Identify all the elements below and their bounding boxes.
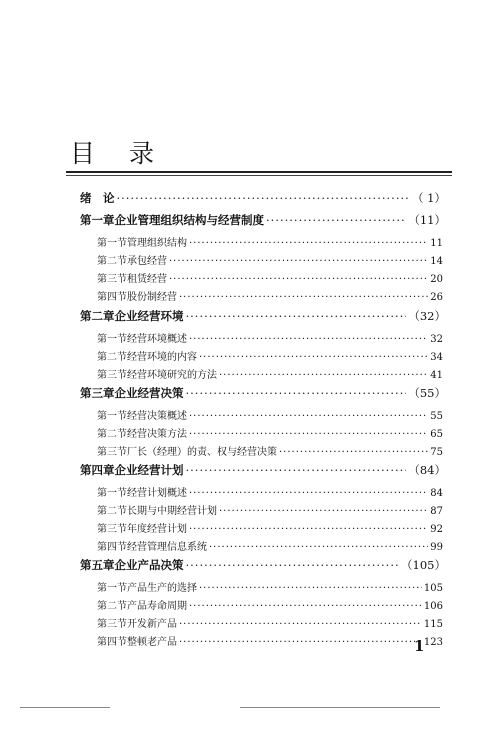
section-page: 20 (430, 274, 443, 285)
chapter-number: 第四章 (80, 463, 115, 477)
section-number: 第一节 (97, 238, 127, 249)
leader-dots (209, 542, 428, 553)
toc-section-4-1[interactable] (97, 484, 443, 499)
section-title: 经营管理信息系统 (127, 542, 207, 553)
leader-dots (169, 274, 428, 285)
section-page: 65 (430, 429, 443, 440)
leader-dots (189, 411, 428, 422)
chapter-number: 第一章 (80, 213, 115, 227)
section-title: 管理组织结构 (127, 238, 187, 249)
section-number: 第三节 (97, 447, 127, 458)
section-number: 第四节 (97, 292, 127, 303)
section-number: 第二节 (97, 429, 127, 440)
section-title: 经营计划概述 (127, 488, 187, 499)
chapter-title: 企业管理组织结构与经营制度 (114, 213, 264, 227)
section-title: 厂长（经理）的责、权与经营决策 (127, 447, 277, 458)
leader-dots (266, 213, 406, 227)
section-page: 105 (423, 583, 443, 594)
leader-dots (179, 292, 428, 303)
section-page: 14 (430, 256, 443, 267)
section-number: 第一节 (97, 411, 127, 422)
section-title: 租赁经营 (127, 274, 167, 285)
toc-intro-label: 绪 论 (80, 191, 115, 205)
page-number: 1 (414, 637, 425, 655)
page-title (70, 134, 158, 170)
section-page: 75 (430, 447, 443, 458)
chapter-title: 企业经营环境 (114, 309, 184, 323)
section-page: 115 (423, 619, 443, 630)
toc-chapter-4[interactable] (80, 462, 446, 478)
leader-dots (179, 637, 422, 648)
leader-dots (179, 619, 422, 630)
section-page: 41 (430, 370, 443, 381)
section-number: 第二节 (97, 601, 127, 612)
section-number: 第三节 (97, 274, 127, 285)
section-number: 第一节 (97, 488, 127, 499)
toc-section-2-2[interactable] (97, 348, 443, 363)
section-page: 11 (430, 238, 443, 249)
section-title: 经营决策概述 (127, 411, 187, 422)
chapter-page: （11） (408, 213, 446, 227)
toc-section-5-3[interactable] (97, 615, 443, 630)
section-page: 55 (430, 411, 443, 422)
section-page: 92 (430, 524, 443, 535)
section-page: 26 (430, 292, 443, 303)
chapter-page: （105） (401, 558, 446, 572)
section-page: 34 (430, 352, 443, 363)
leader-dots (189, 429, 428, 440)
bottom-rule-right (240, 707, 440, 708)
section-page: 99 (430, 542, 443, 553)
chapter-title: 企业产品决策 (114, 558, 184, 572)
section-title: 经营决策方法 (127, 429, 187, 440)
toc-section-4-2[interactable] (97, 502, 443, 517)
toc-section-3-2[interactable] (97, 425, 443, 440)
section-title: 产品生产的选择 (127, 583, 197, 594)
toc-section-5-4[interactable] (97, 633, 443, 648)
section-number: 第一节 (97, 583, 127, 594)
toc-intro[interactable] (80, 190, 446, 206)
toc-section-4-4[interactable] (97, 538, 443, 553)
section-number: 第四节 (97, 637, 127, 648)
section-page: 87 (430, 506, 443, 517)
title-char-1: 目 (70, 139, 100, 168)
section-number: 第三节 (97, 370, 127, 381)
toc-section-1-2[interactable] (97, 252, 443, 267)
leader-dots (189, 488, 428, 499)
toc-chapter-1[interactable] (80, 212, 446, 228)
toc-section-5-1[interactable] (97, 579, 443, 594)
leader-dots (189, 524, 428, 535)
section-title: 整顿老产品 (127, 637, 177, 648)
toc-chapter-3[interactable] (80, 385, 446, 401)
toc-intro-page: （ 1） (412, 191, 446, 205)
section-page: 123 (423, 637, 443, 648)
leader-dots (199, 583, 422, 594)
title-char-2: 录 (129, 139, 159, 168)
section-number: 第三节 (97, 619, 127, 630)
title-rule-thin (66, 175, 452, 176)
chapter-title: 企业经营计划 (114, 463, 184, 477)
leader-dots (186, 463, 407, 477)
toc-section-1-1[interactable] (97, 234, 443, 249)
toc-section-3-3[interactable] (97, 443, 443, 458)
section-title: 经营环境的内容 (127, 352, 197, 363)
chapter-number: 第五章 (80, 558, 115, 572)
leader-dots (219, 370, 428, 381)
section-number: 第二节 (97, 506, 127, 517)
leader-dots (186, 558, 400, 572)
chapter-number: 第三章 (80, 386, 115, 400)
toc-chapter-2[interactable] (80, 308, 446, 324)
section-number: 第二节 (97, 256, 127, 267)
leader-dots (186, 386, 407, 400)
section-title: 年度经营计划 (127, 524, 187, 535)
title-rule-thick (66, 171, 452, 173)
toc-chapter-5[interactable] (80, 557, 446, 573)
toc-section-5-2[interactable] (97, 597, 443, 612)
leader-dots (219, 506, 428, 517)
leader-dots (117, 191, 411, 205)
section-title: 开发新产品 (127, 619, 177, 630)
section-page: 84 (430, 488, 443, 499)
section-title: 经营环境研究的方法 (127, 370, 217, 381)
section-title: 股份制经营 (127, 292, 177, 303)
toc-section-1-3[interactable] (97, 270, 443, 285)
section-number: 第一节 (97, 334, 127, 345)
leader-dots (169, 256, 428, 267)
section-number: 第二节 (97, 352, 127, 363)
leader-dots (189, 334, 428, 345)
section-title: 经营环境概述 (127, 334, 187, 345)
section-page: 32 (430, 334, 443, 345)
leader-dots (186, 309, 407, 323)
toc-section-2-1[interactable] (97, 330, 443, 345)
section-number: 第三节 (97, 524, 127, 535)
chapter-number: 第二章 (80, 309, 115, 323)
leader-dots (199, 352, 428, 363)
toc-section-1-4[interactable] (97, 288, 443, 303)
toc-section-4-3[interactable] (97, 520, 443, 535)
section-page: 106 (423, 601, 443, 612)
bottom-rule-left (20, 707, 110, 708)
chapter-page: （32） (408, 309, 446, 323)
section-title: 产品寿命周期 (127, 601, 187, 612)
chapter-page: （84） (408, 463, 446, 477)
chapter-title: 企业经营决策 (114, 386, 184, 400)
section-number: 第四节 (97, 542, 127, 553)
leader-dots (189, 238, 428, 249)
leader-dots (279, 447, 428, 458)
section-title: 承包经营 (127, 256, 167, 267)
chapter-page: （55） (408, 386, 446, 400)
section-title: 长期与中期经营计划 (127, 506, 217, 517)
toc-section-2-3[interactable] (97, 366, 443, 381)
toc-section-3-1[interactable] (97, 407, 443, 422)
leader-dots (189, 601, 422, 612)
